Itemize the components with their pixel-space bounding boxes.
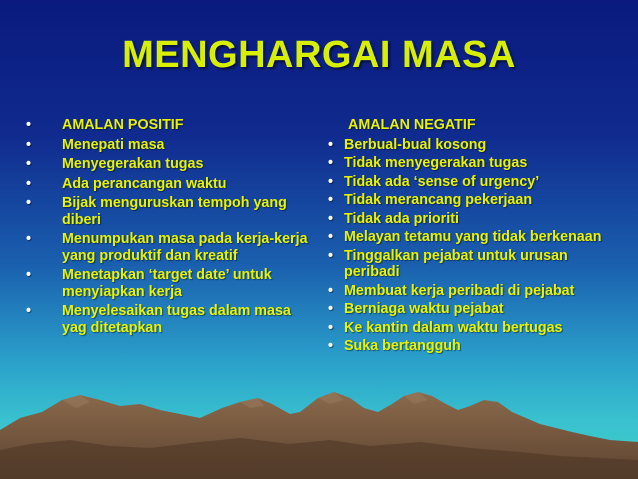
list-item-text: Tinggalkan pejabat untuk urusan peribadi <box>344 247 568 280</box>
list-item <box>326 283 626 300</box>
list-item <box>326 338 626 355</box>
list-item <box>326 192 626 209</box>
bullet-icon: • <box>328 210 334 227</box>
list-item <box>326 301 626 318</box>
list-item-text: Menumpukan masa pada kerja-kerja yang produktif dan kreatif <box>62 231 308 264</box>
list-item-text: Suka bertangguh <box>344 338 461 354</box>
bullet-icon: • <box>328 192 334 208</box>
list-item <box>326 174 626 191</box>
list-item-text: Tidak menyegerakan tugas <box>344 155 528 171</box>
bullet-icon: • <box>328 155 334 171</box>
list-item-text: AMALAN POSITIF <box>62 117 184 133</box>
list-item-text: Tidak merancang pekerjaan <box>344 192 533 208</box>
bullet-icon: • <box>26 117 32 133</box>
list-item <box>326 229 626 246</box>
list-item-text: Melayan tetamu yang tidak berkenaan <box>344 229 602 245</box>
list-item <box>24 176 314 193</box>
list-item-text: Menepati masa <box>62 136 165 153</box>
list-item-text: Tidak ada prioriti <box>344 210 459 227</box>
list-item-text: Menyelesaikan tugas dalam masa yag ditetapkan <box>62 303 291 336</box>
list-item-text: Ada perancangan waktu <box>62 175 227 192</box>
bullet-icon: • <box>328 173 334 190</box>
list-item-text: Menetapkan ‘target date’ untuk menyiapkan kerja <box>62 267 272 300</box>
list-item <box>326 248 626 281</box>
positive-list <box>24 117 314 336</box>
negative-heading: AMALAN NEGATIF <box>348 117 476 133</box>
list-item <box>24 117 314 134</box>
list-item-text: Ke kantin dalam waktu bertugas <box>344 319 563 336</box>
bullet-icon: • <box>26 231 32 247</box>
list-item-text: Membuat kerja peribadi di pejabat <box>344 282 575 299</box>
list-item <box>24 156 314 173</box>
bullet-icon: • <box>26 136 32 153</box>
list-item-text: Tidak ada ‘sense of urgency’ <box>344 173 540 190</box>
bullet-icon: • <box>328 282 334 299</box>
negative-practices-column <box>326 117 626 357</box>
list-item-text: Berniaga waktu pejabat <box>344 301 504 317</box>
negative-list <box>326 137 626 355</box>
list-item <box>24 267 314 300</box>
bullet-icon: • <box>26 175 32 192</box>
list-item <box>326 155 626 172</box>
list-item <box>24 195 314 228</box>
bullet-icon: • <box>328 229 334 245</box>
list-item-text: Berbual-bual kosong <box>344 136 487 153</box>
bullet-icon: • <box>328 247 334 264</box>
bullet-icon: • <box>328 136 334 153</box>
list-item <box>326 211 626 228</box>
bullet-icon: • <box>328 338 334 354</box>
bullet-icon: • <box>26 195 32 211</box>
list-item <box>24 303 314 336</box>
list-item <box>326 137 626 154</box>
list-item-text: Bijak menguruskan tempoh yang diberi <box>62 195 287 228</box>
list-item <box>24 231 314 264</box>
list-item <box>326 320 626 337</box>
bullet-icon: • <box>328 301 334 317</box>
list-item-text: Menyegerakan tugas <box>62 156 204 172</box>
bullet-icon: • <box>26 267 32 283</box>
positive-practices-column <box>24 117 314 339</box>
bullet-icon: • <box>328 319 334 336</box>
bullet-icon: • <box>26 156 32 172</box>
list-item <box>24 137 314 154</box>
slide-title: MENGHARGAI MASA <box>122 34 516 76</box>
bullet-icon: • <box>26 303 32 319</box>
